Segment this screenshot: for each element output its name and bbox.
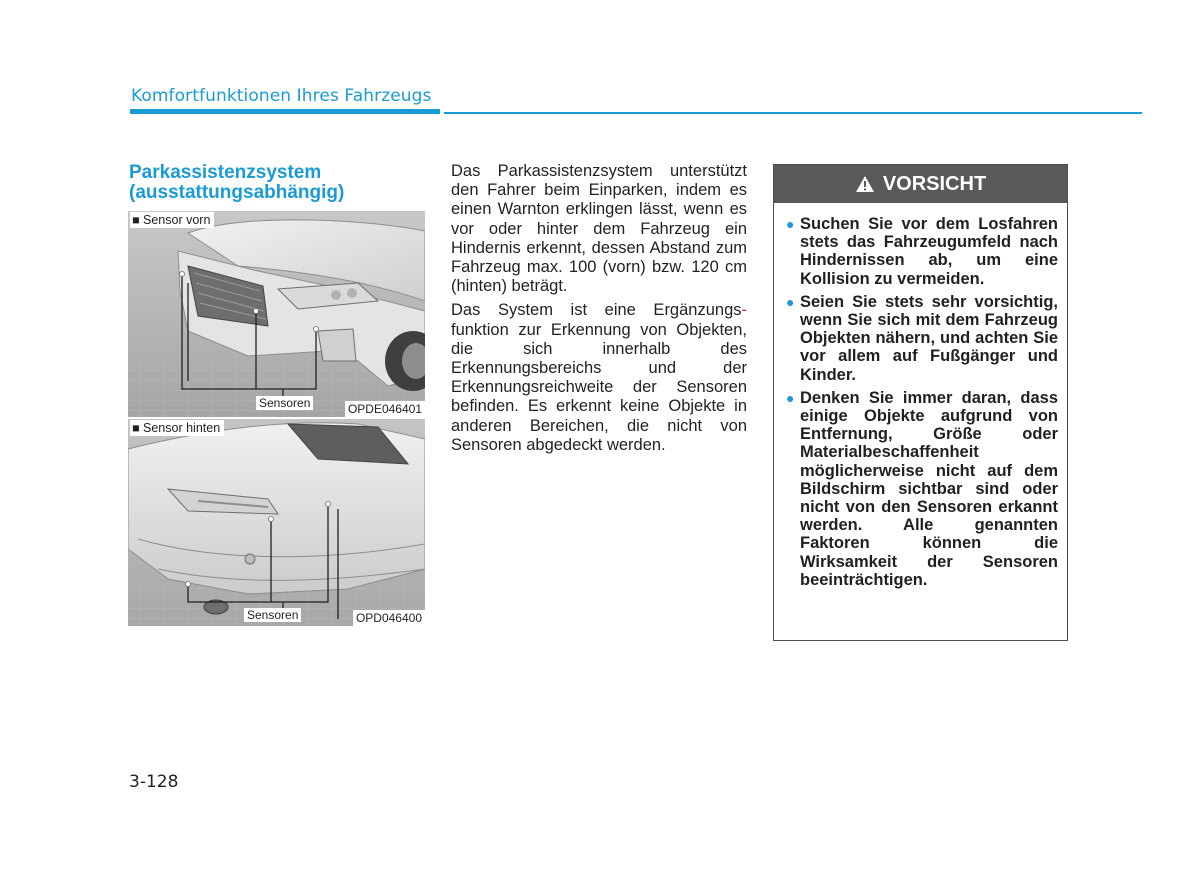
section-title — [129, 163, 344, 203]
warning-triangle-icon — [855, 175, 875, 193]
sensor-label: Sensoren — [244, 608, 301, 622]
body-text-column — [451, 162, 747, 460]
caution-title: VORSICHT — [882, 172, 987, 195]
caution-item — [786, 215, 1058, 288]
paragraph-start: Das System ist eine Ergänzungs — [451, 301, 742, 320]
caution-list — [774, 203, 1067, 589]
header-rule-thick — [130, 109, 440, 114]
bullet-icon: ● — [786, 293, 795, 310]
hyphen-mark: - — [741, 301, 747, 320]
bullet-icon: ● — [786, 216, 795, 232]
paragraph-rest: funktion zur Erkennung von Objekten, die sich innerhalb des Erkennungsbereichs und der Erkennungsreichweite der Sensoren befinden. Es erkennt keine Objekte in anderen Bereichen, die nicht von Sensoren abgedeckt werden. — [451, 320, 747, 454]
figure-rear-sensors — [128, 419, 425, 626]
page-number: 3-128 — [129, 772, 179, 792]
body-paragraph — [451, 301, 747, 455]
bullet-icon: ● — [786, 389, 795, 406]
caution-item — [786, 389, 1058, 589]
section-title-line2: (ausstattungsabhängig) — [129, 182, 345, 203]
rear-car-illustration — [128, 419, 425, 626]
front-car-illustration — [128, 211, 425, 417]
caution-header — [774, 165, 1067, 203]
figure-code: OPD046400 — [353, 610, 425, 626]
running-header: Komfortfunktionen Ihres Fahrzeugs — [131, 86, 432, 106]
caution-item-text: Suchen Sie vor dem Losfahren stets das Fahrzeugumfeld nach Hindernissen ab, um eine Kollision zu vermeiden. — [800, 215, 1058, 288]
caution-item-text: Seien Sie stets sehr vorsichtig, wenn Sie sich mit dem Fahrzeug Objekten nähern, und achten Sie vor allem auf Fußgänger und Kinder. — [800, 292, 1058, 384]
figure-code: OPDE046401 — [345, 401, 425, 417]
header-rule-thin — [444, 112, 1142, 114]
figure-caption: ■ Sensor hinten — [130, 420, 224, 436]
section-title-line1: Parkassistenzsystem — [129, 162, 322, 183]
body-paragraph: Das Parkassistenzsystem unterstützt den Fahrer beim Einparken, indem es einen Warnton erklingen lässt, wenn es vor oder hinter dem Fahrzeug ein Hindernis erkennt, dessen Abstand zum Fahrzeug max. 100 (vorn) bzw. 120 cm (hinten) beträgt. — [451, 162, 747, 296]
caution-item-text: Denken Sie immer daran, dass einige Objekte aufgrund von Entfernung, Größe oder Materialbeschaffenheit möglicherweise nicht auf dem Bildschirm sichtbar sind oder nicht von den Sensoren erkannt werden. Alle genannten Faktoren können die Wirksamkeit der Sensoren beeinträchtigen. — [800, 388, 1058, 589]
figure-front-sensors — [128, 211, 425, 417]
sensor-label: Sensoren — [256, 396, 313, 410]
figure-caption: ■ Sensor vorn — [130, 212, 214, 228]
caution-item — [786, 293, 1058, 384]
caution-box — [773, 164, 1068, 641]
